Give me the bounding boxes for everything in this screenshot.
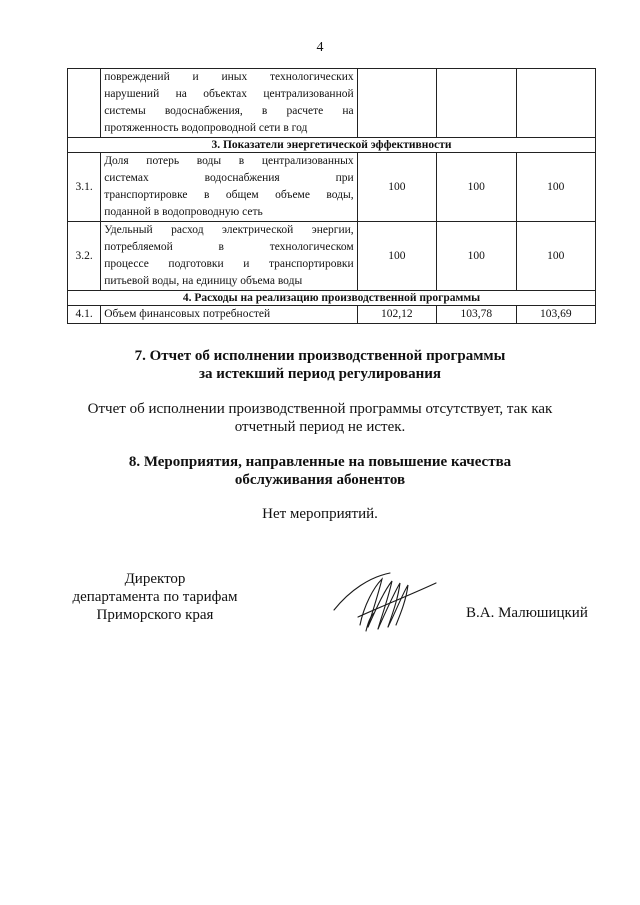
row-number: 3.1.: [68, 153, 101, 222]
section-4-title: 4. Расходы на реализацию производственной программы: [68, 291, 596, 306]
row-value: 102,12: [357, 306, 436, 324]
row-value: 103,69: [516, 306, 595, 324]
row-value: 100: [357, 222, 436, 291]
handwritten-signature: [330, 565, 440, 640]
program-table: [67, 68, 596, 324]
table-row: [68, 69, 596, 138]
section-7-text: Отчет об исполнении производственной программы отсутствует, так как отчетный период не истек.: [87, 401, 553, 435]
row-value: 100: [516, 153, 595, 222]
table-row: [68, 306, 596, 324]
section-8-heading: 8. Мероприятия, направленные на повышение качества обслуживания абонентов: [128, 454, 512, 488]
row-value: 100: [437, 222, 516, 291]
row-number: 3.2.: [68, 222, 101, 291]
section-header-row: [68, 138, 596, 153]
row-description: Доля потерь воды в централизованных системах водоснабжения при транспортировке в общем объеме воды, поданной в водопроводную сеть: [101, 153, 357, 222]
section-3-title: 3. Показатели энергетической эффективности: [68, 138, 596, 153]
row-value: 100: [357, 153, 436, 222]
signatory-name: В.А. Малюшицкий: [466, 605, 588, 621]
table-row: [68, 222, 596, 291]
row-value: 100: [516, 222, 595, 291]
row-value: [437, 69, 516, 138]
row-value: 103,78: [437, 306, 516, 324]
signatory-title: Директор департамента по тарифам Приморского края: [72, 571, 238, 623]
page-number: 4: [316, 40, 324, 55]
row-description: Объем финансовых потребностей: [101, 306, 357, 324]
section-7-heading: 7. Отчет об исполнении производственной программы за истекший период регулирования: [134, 348, 506, 382]
table-row: [68, 153, 596, 222]
row-number: 4.1.: [68, 306, 101, 324]
section-header-row: [68, 291, 596, 306]
row-value: [357, 69, 436, 138]
row-description: Удельный расход электрической энергии, потребляемой в технологическом процессе подготовки и транспортировки питьевой воды, на единицу объема воды: [101, 222, 357, 291]
row-value: 100: [437, 153, 516, 222]
row-number: [68, 69, 101, 138]
row-value: [516, 69, 595, 138]
row-description: повреждений и иных технологических нарушений на объектах централизованной системы водоснабжения, в расчете на протяженность водопроводной сети в год: [101, 69, 357, 138]
section-8-text: Нет мероприятий.: [262, 506, 378, 522]
